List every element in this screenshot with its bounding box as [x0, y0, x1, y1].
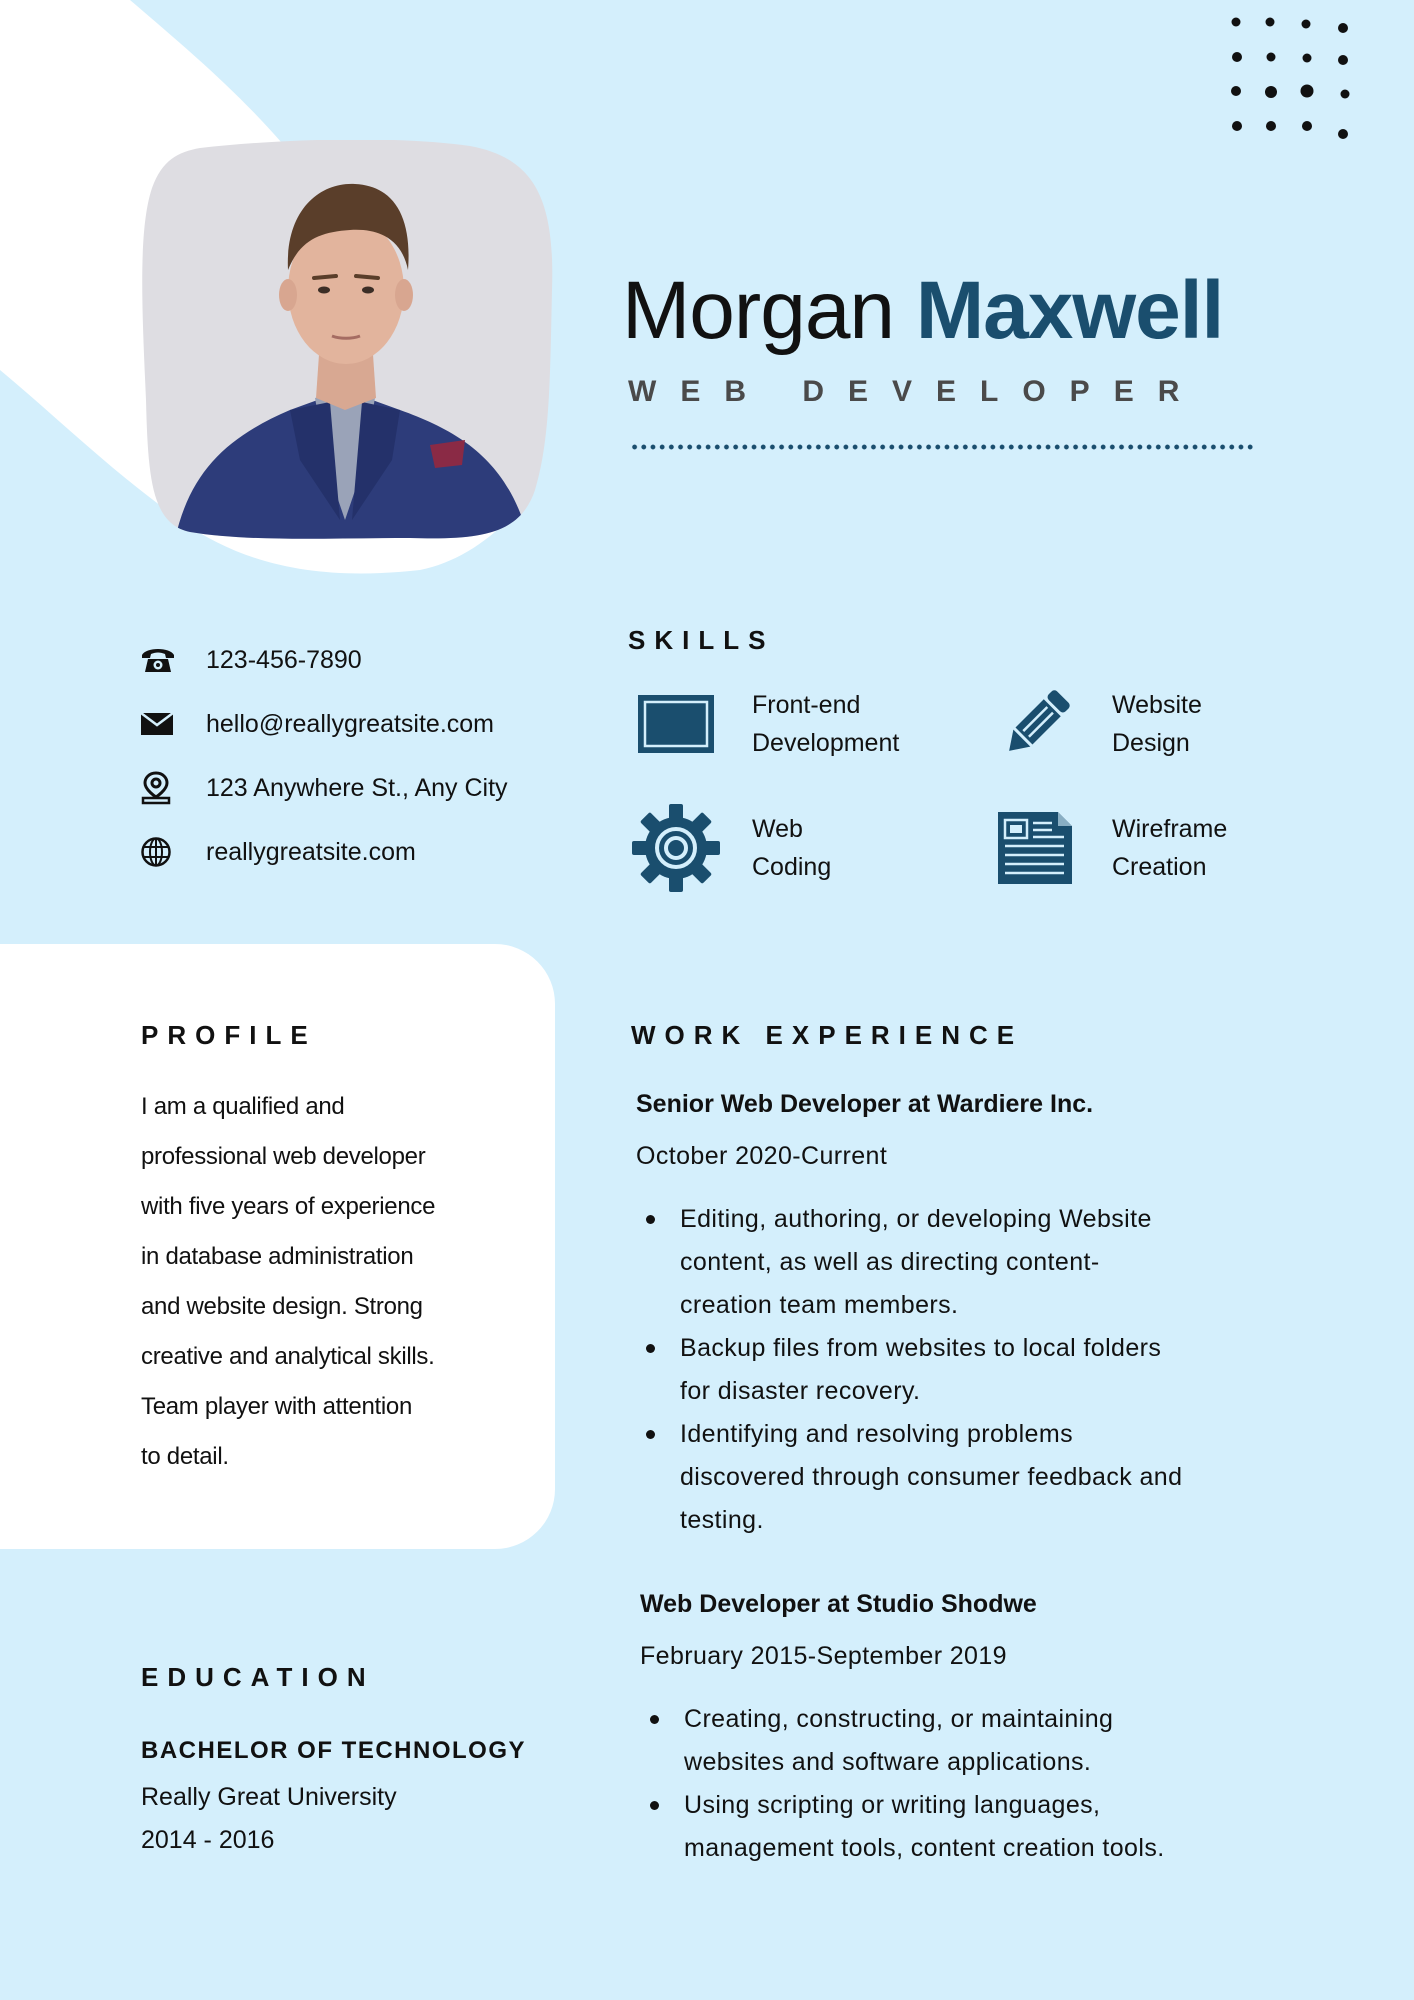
school-name: Really Great University — [141, 1783, 397, 1811]
dotted-divider — [630, 444, 1255, 450]
contact-list — [140, 628, 508, 884]
skill-item — [630, 802, 952, 894]
location-pin-icon — [140, 771, 178, 805]
document-layout-icon — [990, 802, 1082, 894]
contact-phone — [140, 628, 508, 692]
envelope-icon — [140, 707, 178, 741]
list-item: Identifying and resolving problems discovered through consumer feedback and testing. — [636, 1413, 1256, 1542]
job-role-title: WEB DEVELOPER — [628, 375, 1204, 408]
list-item: Backup files from websites to local folders for disaster recovery. — [636, 1327, 1256, 1413]
full-name — [622, 265, 1224, 356]
profile-line: with five years of experience — [141, 1193, 436, 1220]
skill-label: Web Coding — [752, 815, 832, 881]
profile-line: and website design. Strong — [141, 1293, 423, 1320]
contact-email-text: hello@reallygreatsite.com — [206, 709, 495, 738]
profile-line: I am a qualified and — [141, 1093, 345, 1120]
contact-website — [140, 820, 508, 884]
work-experience-heading: WORK EXPERIENCE — [631, 1020, 1024, 1050]
contact-email — [140, 692, 508, 756]
job-duties-list — [636, 1198, 1256, 1542]
job-title: Senior Web Developer at Wardiere Inc. — [636, 1090, 1094, 1118]
skill-item — [630, 678, 952, 770]
degree-title: BACHELOR OF TECHNOLOGY — [141, 1737, 526, 1764]
skill-item — [990, 678, 1312, 770]
profile-photo — [140, 140, 560, 570]
list-item: Creating, constructing, or maintaining websites and software applications. — [640, 1698, 1260, 1784]
job-dates: February 2015-September 2019 — [640, 1642, 1007, 1670]
profile-line: creative and analytical skills. — [141, 1343, 435, 1370]
skill-item — [990, 802, 1312, 894]
profile-line: in database administration — [141, 1243, 414, 1270]
last-name: Maxwell — [915, 265, 1224, 356]
phone-icon — [140, 643, 178, 677]
list-item: Editing, authoring, or developing Website content, as well as directing content- creation team members. — [636, 1198, 1256, 1327]
decorative-dot-grid — [1225, 14, 1365, 144]
education-years: 2014 - 2016 — [141, 1826, 275, 1854]
list-item: Using scripting or writing languages, management tools, content creation tools. — [640, 1784, 1260, 1870]
job-dates: October 2020-Current — [636, 1142, 888, 1170]
job-duties-list — [640, 1698, 1260, 1870]
gear-icon — [630, 802, 722, 894]
pencil-icon — [990, 678, 1082, 770]
profile-line: to detail. — [141, 1443, 229, 1470]
skill-label: Website Design — [1112, 691, 1202, 757]
education-heading: EDUCATION — [141, 1662, 375, 1692]
monitor-icon — [630, 678, 722, 770]
contact-phone-text: 123-456-7890 — [206, 645, 362, 674]
skills-heading: SKILLS — [628, 625, 775, 655]
job-title: Web Developer at Studio Shodwe — [640, 1590, 1037, 1618]
profile-heading: PROFILE — [141, 1020, 317, 1050]
globe-icon — [140, 835, 178, 869]
contact-address — [140, 756, 508, 820]
contact-website-text: reallygreatsite.com — [206, 837, 416, 866]
skill-label: Wireframe Creation — [1112, 815, 1228, 881]
first-name: Morgan — [622, 265, 895, 356]
profile-line: professional web developer — [141, 1143, 426, 1170]
skill-label: Front-end Development — [752, 691, 900, 757]
profile-summary — [141, 1082, 511, 1482]
profile-line: Team player with attention — [141, 1393, 413, 1420]
contact-address-text: 123 Anywhere St., Any City — [206, 773, 508, 802]
